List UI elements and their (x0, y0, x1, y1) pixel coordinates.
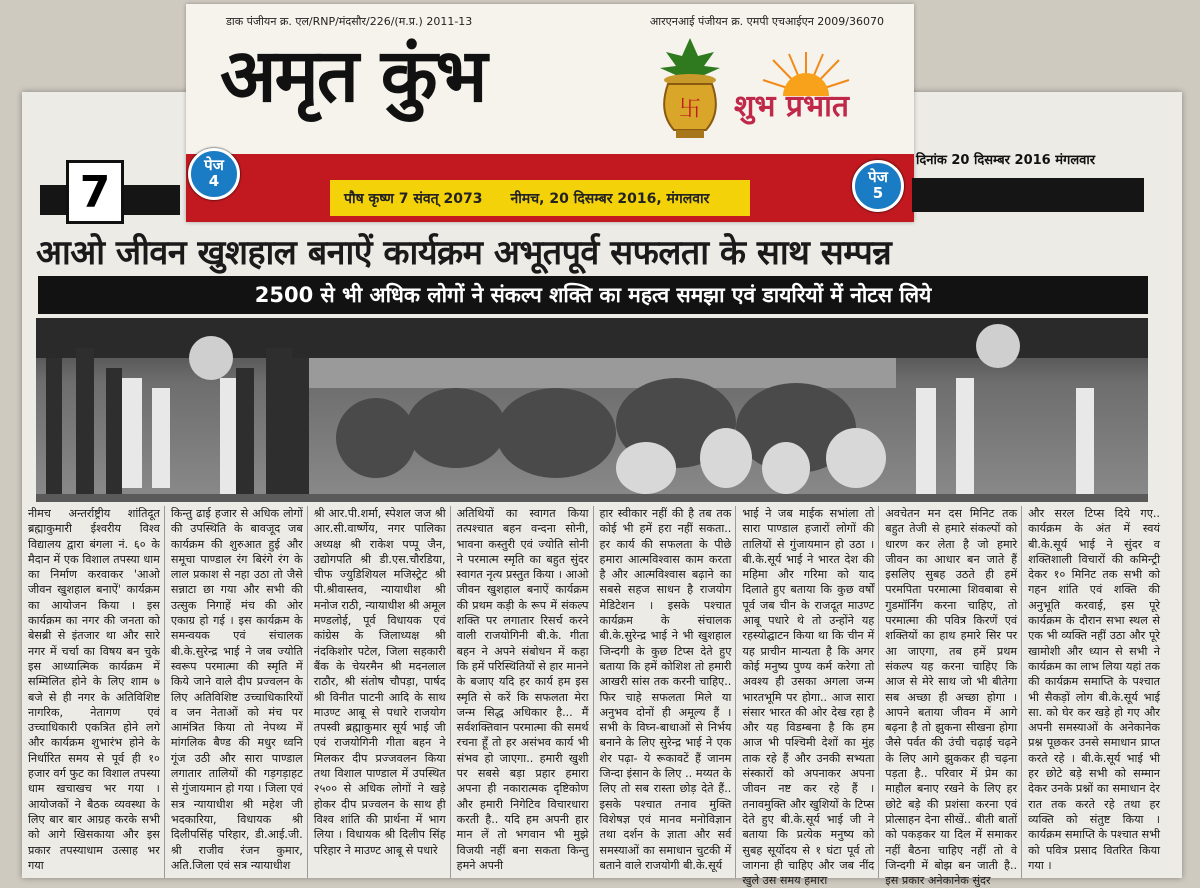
article-column: श्री आर.पी.शर्मा, स्पेशल जज श्री आर.सी.वार्ष्णेय, नगर पालिका अध्यक्ष श्री राकेश पप्पू जैन, उद्योगपति श्री डी.एस.चौरडिया, चीफ ज्युडिशियल मजिस्ट्रेट श्री पी.श्रीवास्तव, न्यायाधीश श्री मनोज राठी, न्यायाधीश श्री अमूल मण्डलोई, पूर्व विधायक एवं कांग्रेस के जिलाध्यक्ष श्री नंदकिशोर पटेल, जिला सहकारी बैंक के चेयरमैन श्री मदनलाल राठौर, श्री संतोष चौपड़ा, पार्षद श्री विनीत पाटनी आदि के साथ माउण्ट आबू से पधारे राजयोग तपस्वी ब्रह्माकुमार सूर्य भाई जी एवं राजयोगिनी गीता बहन ने मिलकर दीप प्रज्जवलन किया तथा विशाल पाण्डाल में उपस्थित २५०० से अधिक लोगों ने खड़े होकर दीप प्रज्वलन के साथ ही विश्व शांति की प्रार्थना में भाग लिया । विधायक श्री दिलीप सिंह परिहार ने माउण्ट आबू से पधारे (314, 506, 451, 878)
paper-date-line: दिनांक 20 दिसम्बर 2016 मंगलवार (916, 153, 1096, 168)
article-column: अवचेतन मन दस मिनिट तक बहुत तेजी से हमारे संकल्पों को धारण कर लेता है जो हमारे जीवन का आधार बन जाते हैं इसलिए सुबह उठते ही हमें परमपिता परमात्मा शिवबाबा से गुडमॉर्निंग करना चाहिए, तो परमात्मा की पवित्र किरणें एवं शक्तियों का हाथ हमारे सिर पर आ जाएगा, तब हमें प्रथम संकल्प यह करना चाहिए कि आज से मेरे साथ जो भी बीतेगा सब अच्छा ही अच्छा होगा । आपने बताया जीवन में आगे बढ़ना है तो झुकना सीखना होगा जैसे पर्वत की उंची चढ़ाई चढ़ने के लिए आगे झुककर ही चढ़ना पड़ता है.. परिवार में प्रेम का माहौल बनाए रखने के लिए हर छोटे बड़े की प्रशंसा करना एवं प्रोत्साहन देना सीखें.. बीती बातों को पकड़कर या दिल में समाकर नहीं बैठना चाहिए नहीं तो वे जिन्दगी में बोझ बन जाती है.. इस प्रकार अनेकानेक सुंदर (885, 506, 1022, 878)
article-column: अतिथियों का स्वागत किया तत्पश्चात बहन वन्दना सोनी, भावना कस्तुरी एवं ज्योति सोनी ने परमात्म स्मृति का बहुत सुंदर स्वागत नृत्य प्रस्तुत किया । आओ जीवन खुशहाल बनाऐं कार्यक्रम की प्रथम कड़ी के रूप में संकल्प शक्ति पर लगातार रिसर्च करने वाली राजयोगिनी बी.के. गीता बहन ने अपने संबोधन में कहा कि हमें परिस्थितियों से हार मानने के बजाए यदि हर कार्य हम इस स्मृति से करें कि सफलता मेरा जन्म सिद्ध अधिकार है... मैं सर्वशक्तिवान परमात्मा की समर्थ रचना हूँ तो हर असंभव कार्य भी संभव हो जाएगा.. हमारी खुशी पर सबसे बड़ा प्रहार हमारा अपना ही नकारात्मक दृष्टिकोण और हमारी निगेटिव विचारधारा करती है.. यदि हम अपनी हार मान लें तो भगवान भी मुझे विजयी नहीं बना सकता किन्तु हमने अपनी (457, 506, 594, 878)
article-column: नीमच अन्तर्राष्ट्रीय शांतिदूत ब्रह्माकुमारी ईश्वरीय विश्व विद्यालय द्वारा बंगला नं. ६० के मैदान में एक विशाल तपस्या धाम का निर्माण करवाकर 'आओ जीवन खुशहाल बनाऐं' कार्यक्रम का आयोजन किया । इस कार्यक्रम का नगर की जनता को बेसब्री से इंतजार था और सारे नगर में चर्चा का विषय बन चुके इस आध्यात्मिक कार्यक्रम में सम्मिलित होने के लिए शाम ७ बजे से ही नगर के अतिविशिष्ट नागरिक, नेतागण एवं उच्चाधिकारी एकत्रित होने लगे और कार्यक्रम शुभारंभ होने के निर्धारित समय से पूर्व ही १० हजार वर्ग फुट का विशाल तपस्या धाम खचाखच भर गया । आयोजकों ने बैठक व्यवस्था के लिए बार बार आग्रह करके सभी को आगे खिसकाया और इस प्रकार तपस्याधाम उत्साह भर गया (28, 506, 165, 878)
kalash-icon (654, 34, 726, 146)
tagline: शुभ प्रभात (734, 89, 849, 124)
article-column: और सरल टिप्स दिये गए.. कार्यक्रम के अंत में स्वयं बी.के.सूर्य भाई ने सुंदर व शक्तिशाली विचारों की कमिन्ट्री देकर १० मिनिट तक सभी को गहन शांति एवं शक्ति की अनुभूति करवाई, इस पूरे कार्यक्रम के दौरान सभा स्थल से एक भी व्यक्ति नहीं उठा और पूरे खामोशी और ध्यान से सभी ने कार्यक्रम का लाभ लिया यहां तक की कार्यक्रम समाप्ति के पश्चात भी सैकड़ों लोग बी.के.सूर्य भाई सा. को घेर कर खड़े हो गए और अपनी समस्याओं के अनेकानेक प्रश्न पूछकर उनसे समाधान प्राप्त करते रहे । बी.के.सूर्य भाई भी हर छोटे बड़े सभी को सम्मान देकर उनके प्रश्नों का समाधान देर रात तक करते रहे तथा हर व्यक्ति को संतुष्ट किया । कार्यक्रम समाप्ति के पश्चात सभी को पवित्र प्रसाद वितरित किया गया । (1028, 507, 1160, 872)
subheadline: 2500 से भी अधिक लोगों ने संकल्प शक्ति का महत्व समझा एवं डायरियों में नोटस लिये (38, 276, 1148, 314)
postal-registration: डाक पंजीयन क्र. एल/RNP/मंदसौर/226/(म.प्र.) 2011-13 (226, 15, 473, 28)
page-badge-right (852, 160, 904, 212)
article-column: भाई ने जब माईक सभांला तो सारा पाण्डाल हजारों लोगों की तालियों से गुंजायमान हो उठा । बी.के.सूर्य भाई ने भारत देश की महिमा और गरिमा को याद दिलाते हुए बताया कि कुछ वर्षों पूर्व जब चीन के राजदूत माउण्ट आबू पधारे थे तो उन्होंने यह रहस्योद्घाटन किया था कि चीन में यह प्राचीन मान्यता है कि अगर कोई मनुष्य पुण्य कर्म करेगा तो अवश्य ही उसका अगला जन्म भारतभूमि पर होगा.. आज सारा संसार भारत की ओर देख रहा है और यह विडम्बना है कि हम आज भी पश्चिमी देशों का मुंह ताक रहे हैं और उनकी सभ्यता संस्कारों को अपनाकर अपना जीवन नष्ट कर रहे हैं । तनावमुक्ति और खुशियों के टिप्स देते हुए बी.के.सूर्य भाई जी ने बताया कि प्रत्येक मनुष्य को सुबह सूर्योदय से १ घंटा पूर्व तो जागना ही चाहिए और जब नींद खुले उस समय हमारा (742, 506, 879, 878)
header-rule-right (912, 178, 1144, 212)
newspaper-title: अमृत कुंभ (220, 33, 486, 119)
page-badge-label: पेज (204, 156, 224, 175)
page-badge-number: 5 (872, 184, 884, 202)
page-badge-number: 4 (208, 172, 220, 190)
event-photo (36, 318, 1148, 502)
svg-text:卐: 卐 (678, 97, 702, 122)
page-badge-label: पेज (868, 168, 888, 187)
page-badge-left (188, 148, 240, 200)
page-number: 7 (66, 160, 124, 224)
article-columns (28, 506, 1164, 888)
masthead (186, 4, 914, 222)
place-date: नीमच, 20 दिसम्बर 2016, मंगलवार (510, 190, 710, 207)
headline: आओ जीवन खुशहाल बनाऐं कार्यक्रम अभूतपूर्व सफलता के साथ सम्पन्न (36, 233, 892, 273)
date-bar (330, 180, 750, 216)
article-column: हार स्वीकार नहीं की है तब तक कोई भी हमें हरा नहीं सकता.. हर कार्य की सफलता के पीछे हमारा आत्मविश्वास काम करता है और आत्मविश्वास बढ़ाने का सबसे सहज साधन है राजयोग मेडिटेशन । इसके पश्चात कार्यक्रम के संचालक बी.के.सुरेन्द्र भाई ने भी खुशहाल जिन्दगी के कुछ टिप्स देते हुए बताया कि हमें कोशिश तो हमारी आखरी सांस तक करनी चाहिए.. फिर चाहे सफलता मिले या अनुभव दोनों ही अमूल्य हैं । सभी के विघ्न-बाधाओं से निर्भय बनाने के लिए सुरेन्द्र भाई ने एक शेर पढ़ा- ये रूकावटें हैं जानम जिन्दा इंसान के लिए .. मय्यत के लिए तो सब रास्ता छोड़ देते हैं.. इसके पश्चात तनाव मुक्ति विशेषज्ञ एवं मानव मनोविज्ञान तथा दर्शन के ज्ञाता और सर्व समस्याओं का समाधान चुटकी में बताने वाले राजयोगी बी.के.सूर्य (600, 506, 737, 878)
article-column: किन्तु ढाई हजार से अधिक लोगों की उपस्थिति के बावजूद जब कार्यक्रम की शुरुआत हुई और समूचा पाण्डाल रंग बिरंगे रंग के लाल प्रकाश से नहा उठा तो जैसे सन्नाटा छा गया और सभी की उत्सुक निगाहें मंच की ओर एकाग्र हो गई । इस कार्यक्रम के समन्वयक एवं संचालक बी.के.सुरेन्द्र भाई ने जब ज्योति स्वरूप परमात्मा की स्मृति में किये जाने वाले दीप प्रज्वलन के लिए अतिविशिष्ट उच्चाधिकारियों व जन नेताओं को मंच पर आमंत्रित किया तो नेपथ्य में मांगलिक बैण्ड की मधुर ध्वनि गूंज उठी और सारा पाण्डाल लगातार तालियों की गड़गड़ाहट से गुंजायमान हो गया । जिला एवं सत्र न्यायाधीश श्री महेश जी भदकारिया, विधायक श्री दिलीपसिंह परिहार, डी.आई.जी. श्री राजीव रंजन कुमार, अति.जिला एवं सत्र न्यायाधीश (171, 506, 308, 878)
rni-registration: आरएनआई पंजीयन क्र. एमपी एचआईएन 2009/36070 (649, 15, 884, 28)
samvat-date: पौष कृष्ण 7 संवत् 2073 (344, 190, 483, 207)
